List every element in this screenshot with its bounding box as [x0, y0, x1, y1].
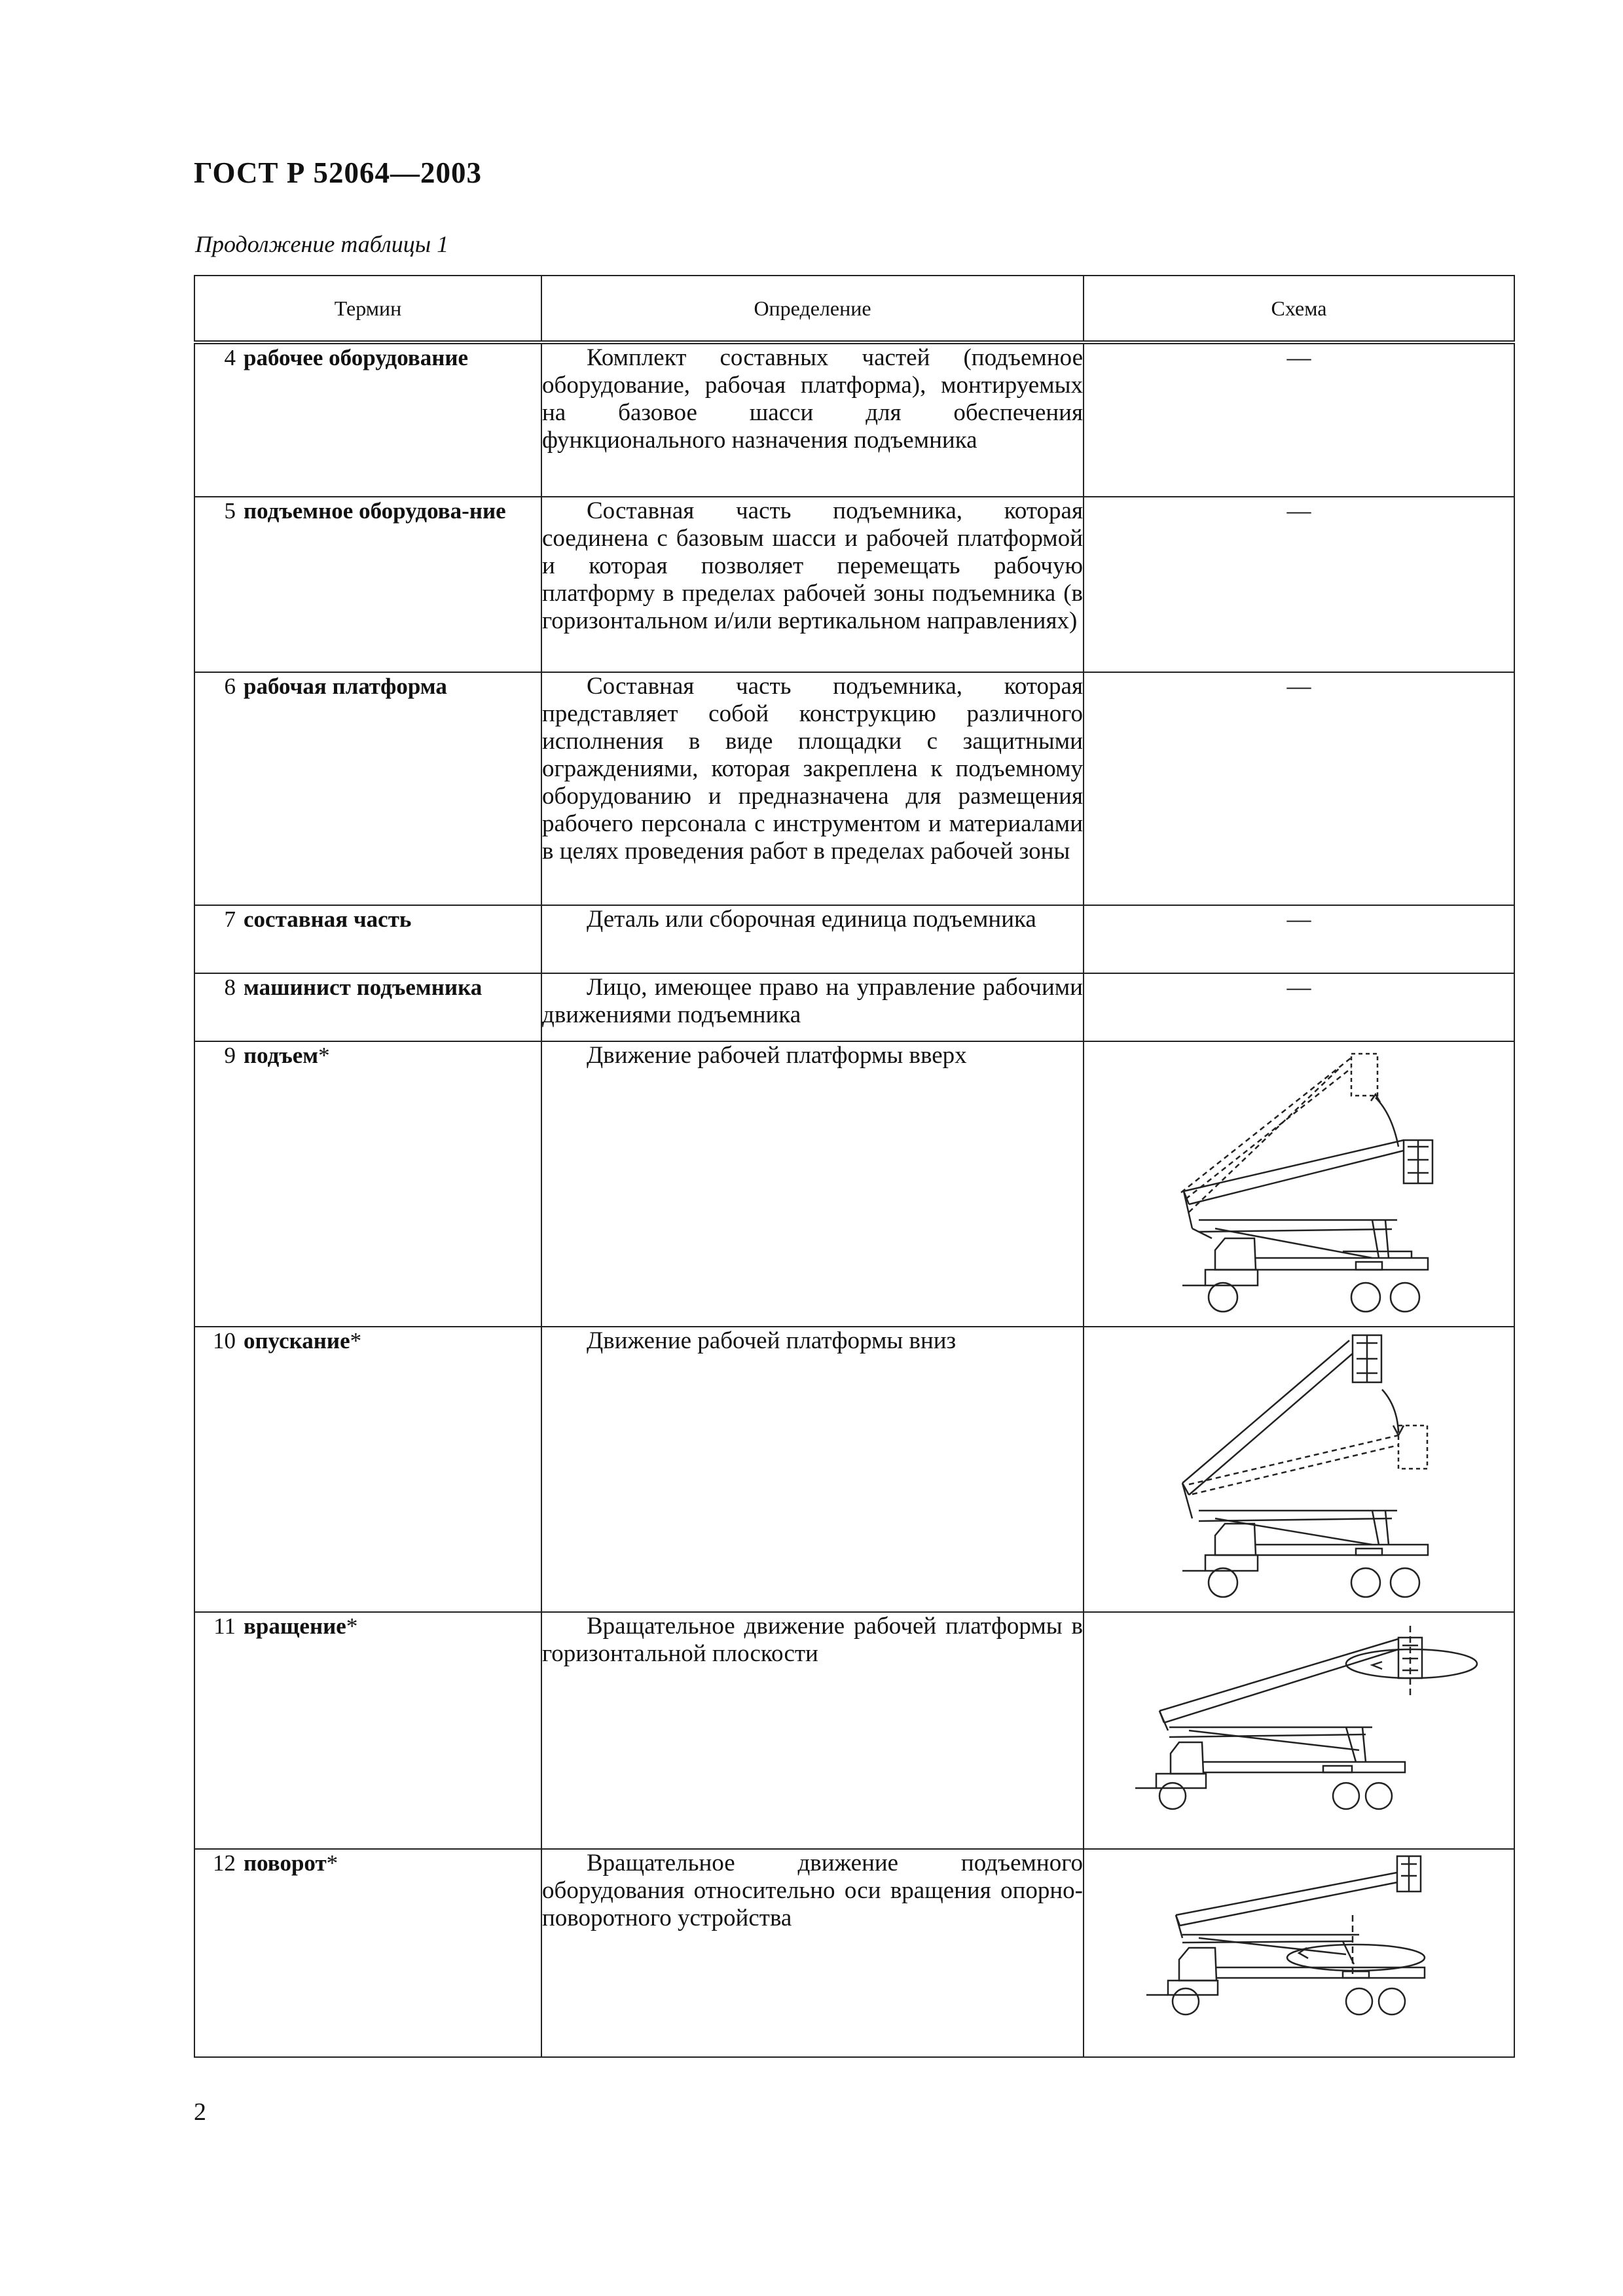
- definition-cell: [541, 973, 1084, 1041]
- definition-cell: [541, 1327, 1084, 1612]
- term-number: 12: [213, 1850, 236, 1876]
- definition-cell: [541, 1849, 1084, 2057]
- scheme-cell: [1084, 1327, 1514, 1612]
- term-number: 9: [224, 1043, 236, 1068]
- table-row: [194, 342, 1514, 497]
- term-footnote-mark: *: [326, 1850, 338, 1876]
- term-text: опускание: [244, 1328, 350, 1354]
- definition-text: Комплект составных частей (подъемное оборудование, рабочая платформа), монтируемых на базовое шасси для обеспечения функционального назначения подъемника: [542, 344, 1083, 454]
- column-header-definition: Определение: [541, 276, 1084, 342]
- term-footnote-mark: *: [350, 1328, 362, 1354]
- definition-text: Вращательное движение рабочей платформы в горизонтальной плоскости: [542, 1613, 1083, 1667]
- table-row: [194, 497, 1514, 672]
- lower-down-diagram-icon: [1084, 1327, 1515, 1610]
- definition-cell: [541, 905, 1084, 973]
- term-text: машинист подъемника: [244, 975, 483, 1000]
- term-number: 4: [224, 345, 236, 370]
- definition-text: Составная часть подъемника, которая соединена с базовым шасси и рабочей платформой и которая позволяет перемещать рабочую платформу в пределах рабочей зоны подъемника (в горизонтальном и/или вертикальном направлениях): [542, 497, 1083, 634]
- scheme-cell: [1084, 497, 1514, 672]
- term-text: составная часть: [244, 906, 412, 932]
- definition-text: Лицо, имеющее право на управление рабочими движениями подъемника: [542, 974, 1083, 1028]
- table-row: [194, 1849, 1514, 2057]
- scheme-cell: [1084, 973, 1514, 1041]
- term-cell: [194, 497, 541, 672]
- table-row: [194, 672, 1514, 905]
- term-text: вращение: [244, 1613, 346, 1639]
- scheme-dash: —: [1286, 673, 1311, 700]
- term-number: 8: [224, 975, 236, 1000]
- term-text: рабочая платформа: [244, 673, 447, 699]
- term-number: 5: [224, 498, 236, 524]
- table-row: [194, 973, 1514, 1041]
- term-number: 6: [224, 673, 236, 699]
- scheme-cell: [1084, 672, 1514, 905]
- term-cell: [194, 672, 541, 905]
- turret-rotation-diagram-icon: [1084, 1850, 1515, 2055]
- scheme-dash: —: [1286, 974, 1311, 1001]
- page-number: 2: [194, 2098, 206, 2126]
- term-text: подъемное оборудова-ние: [244, 498, 506, 524]
- scheme-cell: [1084, 905, 1514, 973]
- definition-cell: [541, 1612, 1084, 1849]
- scheme-cell: [1084, 342, 1514, 497]
- table-continuation-caption: Продолжение таблицы 1: [195, 231, 449, 257]
- term-cell: [194, 1041, 541, 1327]
- scheme-cell: [1084, 1041, 1514, 1327]
- term-footnote-mark: *: [346, 1613, 358, 1639]
- term-cell: [194, 1327, 541, 1612]
- scheme-dash: —: [1286, 906, 1311, 933]
- definition-cell: [541, 342, 1084, 497]
- term-cell: [194, 1849, 541, 2057]
- scheme-cell: [1084, 1612, 1514, 1849]
- term-number: 11: [213, 1613, 236, 1639]
- document-header: ГОСТ Р 52064—2003: [194, 156, 483, 189]
- definition-text: Вращательное движение подъемного оборудования относительно оси вращения опорно-поворотного устройства: [542, 1850, 1083, 1931]
- definition-text: Деталь или сборочная единица подъемника: [587, 906, 1036, 933]
- definition-cell: [541, 1041, 1084, 1327]
- scheme-dash: —: [1286, 497, 1311, 524]
- scheme-cell: [1084, 1849, 1514, 2057]
- term-footnote-mark: *: [318, 1043, 330, 1068]
- term-text: поворот: [244, 1850, 327, 1876]
- table-row: [194, 905, 1514, 973]
- definition-text: Движение рабочей платформы вниз: [587, 1327, 957, 1354]
- table-row: [194, 1041, 1514, 1327]
- term-cell: [194, 973, 541, 1041]
- column-header-scheme: Схема: [1084, 276, 1514, 342]
- definition-cell: [541, 497, 1084, 672]
- term-text: рабочее оборудование: [244, 345, 469, 370]
- definition-text: Движение рабочей платформы вверх: [587, 1042, 967, 1069]
- term-text: подъем: [244, 1043, 319, 1068]
- term-cell: [194, 1612, 541, 1849]
- terms-table: [194, 275, 1515, 2058]
- scheme-dash: —: [1286, 344, 1311, 371]
- term-number: 7: [224, 906, 236, 932]
- term-cell: [194, 905, 541, 973]
- term-number: 10: [213, 1328, 236, 1354]
- table-row: [194, 1327, 1514, 1612]
- lift-up-diagram-icon: [1084, 1042, 1515, 1325]
- column-header-term: Термин: [194, 276, 541, 342]
- definition-cell: [541, 672, 1084, 905]
- table-row: [194, 1612, 1514, 1849]
- definition-text: Составная часть подъемника, которая представляет собой конструкцию различного исполнения в виде площадки с защитными ограждениями, которая закреплена к подъемному оборудованию и предназначена для размещения рабочего персонала с инструментом и материалами в целях проведения работ в пределах рабочей зоны: [542, 673, 1083, 865]
- platform-rotation-diagram-icon: [1084, 1613, 1515, 1847]
- table-header-row: [194, 276, 1514, 342]
- term-cell: [194, 342, 541, 497]
